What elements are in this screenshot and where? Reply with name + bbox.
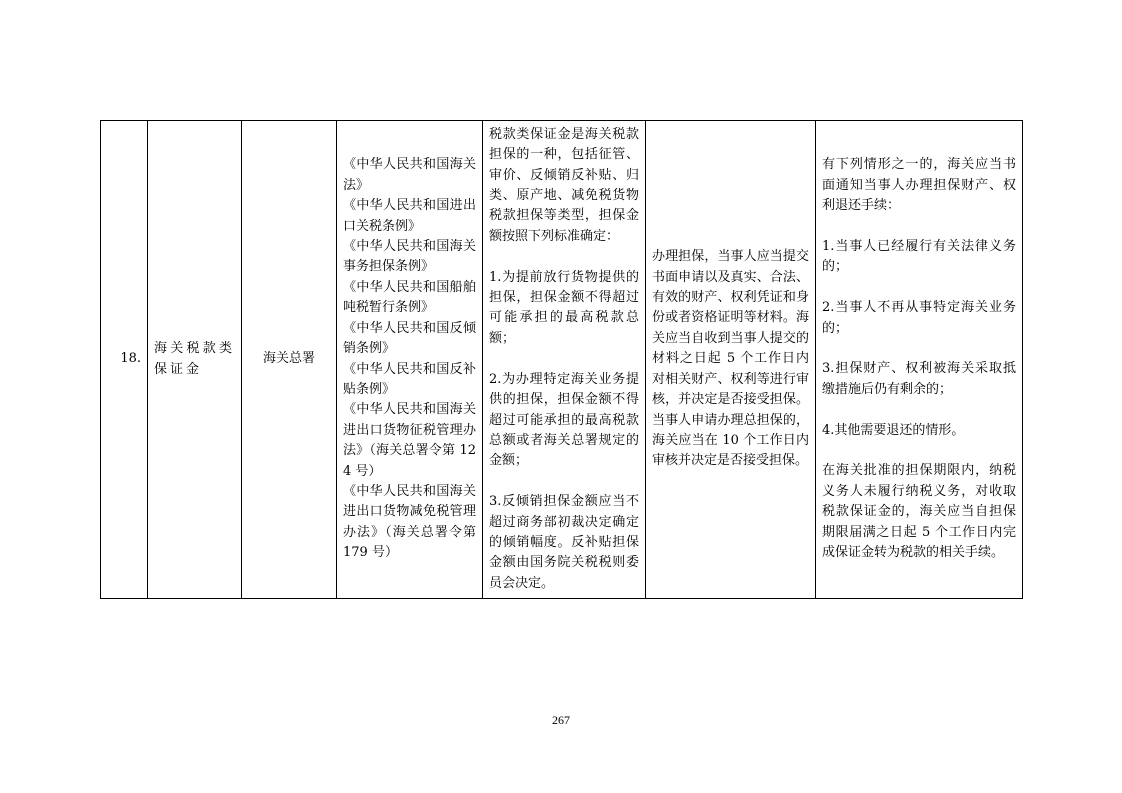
standard-paragraph: 2.为办理特定海关业务提供的担保，担保金额不得超过可能承担的最高税款总额或者海关总署规定的金额；	[489, 371, 639, 469]
fee-table	[100, 120, 1023, 599]
standard-paragraph: 3.反倾销担保金额应当不超过商务部初裁决定确定的倾销幅度。反补贴担保金额由国务院关税税则委员会决定。	[489, 494, 639, 591]
refund-paragraph: 有下列情形之一的，海关应当书面通知当事人办理担保财产、权利退还手续：	[822, 157, 1016, 214]
legal-basis-entry: 《中华人民共和国海关进出口货物减免税管理办法》（海关总署令第 179 号）	[343, 483, 476, 561]
legal-basis-entry: 《中华人民共和国海关进出口货物征税管理办法》（海关总署令第 124 号）	[343, 402, 476, 479]
collection-text: 办理担保，当事人应当提交书面申请以及真实、合法、有效的财产、权利凭证和身份或者资格证明等材料。海关应当自收到当事人提交的材料之日起 5 个工作日内对相关财产、权利等进行审核，并决定是否接受担保。当事人申请办理总担保的，海关应当在 10 个工作日内审核并决定是否接受担保。	[652, 249, 809, 469]
refund-paragraph: 2.当事人不再从事特定海关业务的；	[822, 300, 1016, 336]
table-row	[101, 121, 1023, 599]
standard-cell	[483, 121, 646, 599]
row-number: 18.	[101, 121, 148, 599]
legal-basis-entry: 《中华人民共和国船舶吨税暂行条例》	[343, 279, 476, 316]
legal-basis-entry: 《中华人民共和国反倾销条例》	[343, 320, 476, 357]
department: 海关总署	[242, 121, 337, 599]
refund-paragraph: 4.其他需要退还的情形。	[822, 422, 965, 438]
refund-paragraph: 在海关批准的担保期限内，纳税义务人未履行纳税义务，对收取税款保证金的，海关应当自担保期限届满之日起 5 个工作日内完成保证金转为税款的相关手续。	[822, 463, 1016, 561]
standard-paragraph: 1.为提前放行货物提供的担保，担保金额不得超过可能承担的最高税款总额；	[489, 269, 639, 346]
legal-basis-entry: 《中华人民共和国海关法》	[343, 157, 476, 193]
legal-basis-entry: 《中华人民共和国反补贴条例》	[343, 361, 476, 397]
collection-cell	[646, 121, 816, 599]
refund-paragraph: 1.当事人已经履行有关法律义务的；	[822, 239, 1016, 275]
legal-basis-entry: 《中华人民共和国进出口关税条例》	[343, 198, 476, 234]
legal-basis-entry: 《中华人民共和国海关事务担保条例》	[343, 239, 476, 275]
refund-cell	[816, 121, 1023, 599]
page-number: 267	[552, 713, 570, 727]
item-name: 海关税款类保证金	[148, 121, 242, 599]
refund-paragraph: 3.担保财产、权利被海关采取抵缴措施后仍有剩余的；	[822, 361, 1016, 397]
legal-basis-cell	[337, 121, 483, 599]
standard-paragraph: 税款类保证金是海关税款担保的一种，包括征管、审价、反倾销反补贴、归类、原产地、减免税货物税款担保等类型，担保金额按照下列标准确定：	[489, 126, 639, 244]
